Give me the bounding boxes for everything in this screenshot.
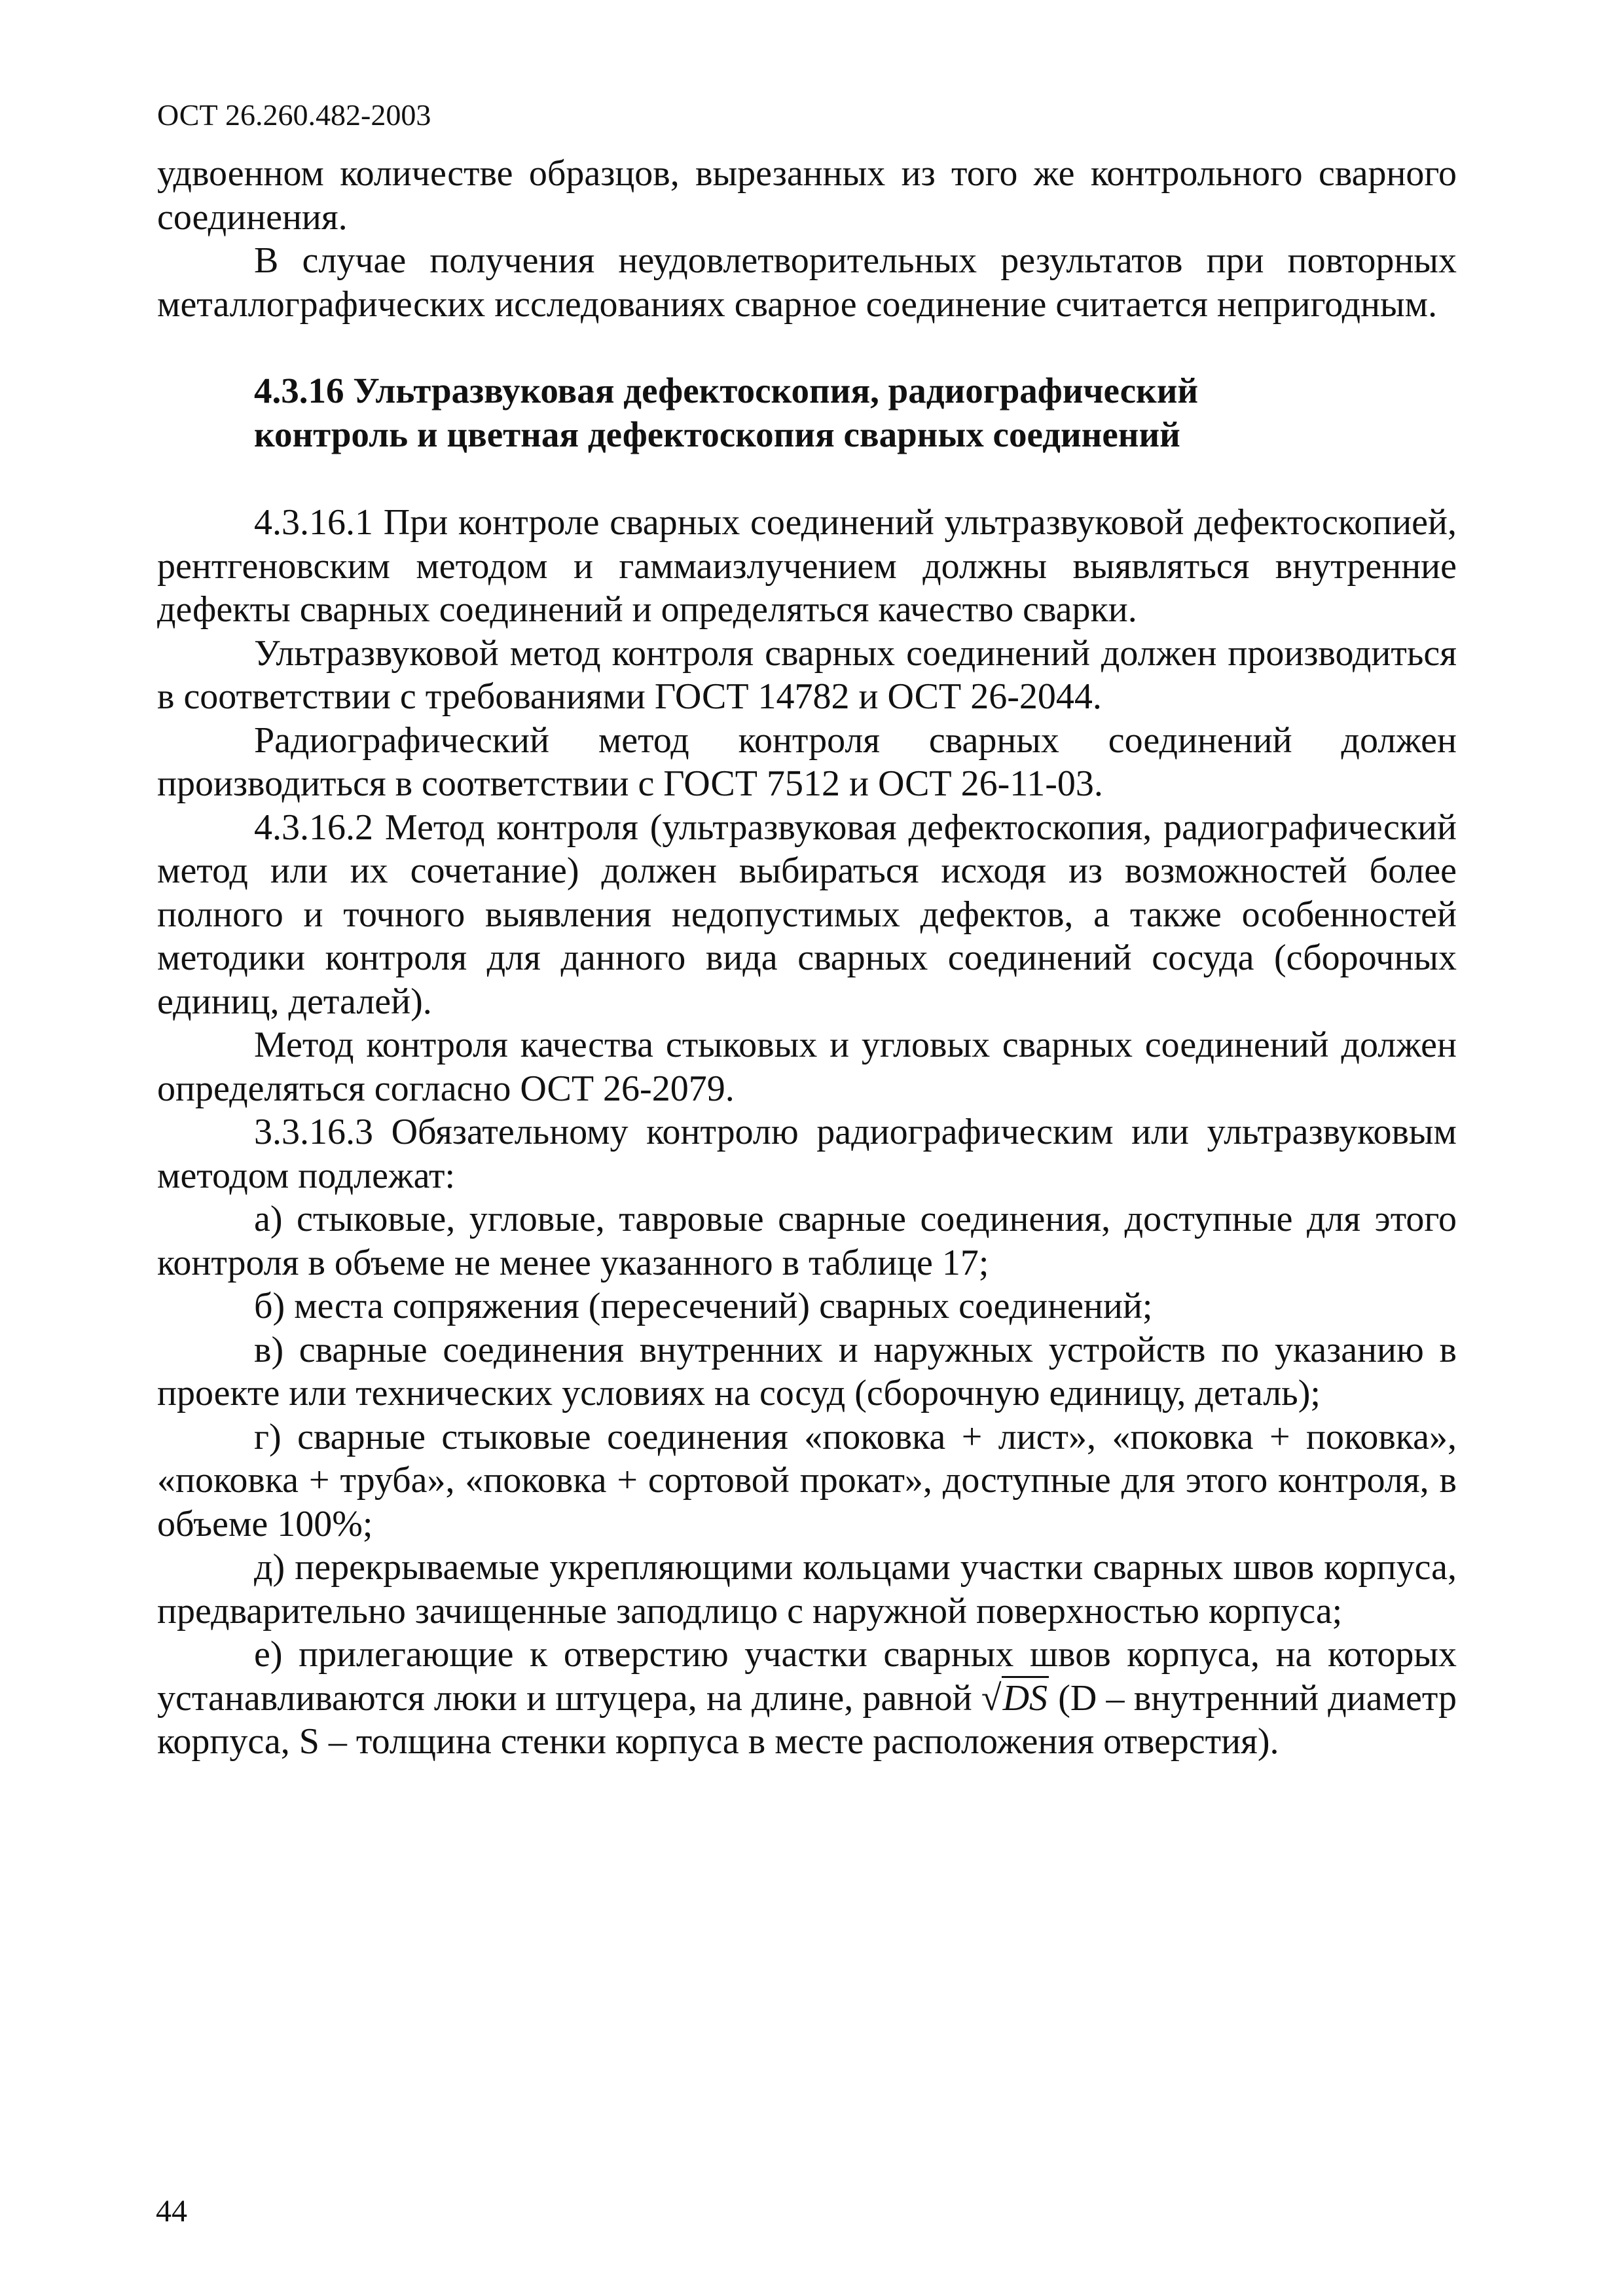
square-root-sign: √ — [981, 1677, 1002, 1719]
list-item-a: а) стыковые, угловые, тавровые сварные соединения, доступные для этого контроля в объеме не менее указанного в таблице 17; — [157, 1199, 1457, 1283]
paragraph-ultrasonic-method: Ультразвуковой метод контроля сварных соединений должен производиться в соответствии с требованиями ГОСТ 14782 и ОСТ 26-2044. — [157, 632, 1457, 717]
list-item-e-text-before: е) прилегающие к отверстию участки сварных швов корпуса, на которых устанавливаются люки и штуцера, на длине, равной — [157, 1634, 1457, 1719]
list-item-v: в) сварные соединения внутренних и наружных устройств по указанию в проекте или технических условиях на сосуд (сборочную единицу, деталь); — [157, 1329, 1457, 1413]
list-item-e-text-after: (D – внутренний диаметр корпуса, S – толщина стенки корпуса в месте расположения отверстия). — [157, 1677, 1457, 1762]
paragraph-3-3-16-3: 3.3.16.3 Обязательному контролю радиографическим или ультразвуковым методом подлежат: — [157, 1112, 1457, 1196]
paragraph-4-3-16-1: 4.3.16.1 При контроле сварных соединений ультразвуковой дефектоскопией, рентгеновским методом и гаммаизлучением должны выявляться внутренние дефекты сварных соединений и определяться качество сварки. — [157, 502, 1457, 630]
document-body — [157, 152, 1457, 1764]
list-item-d: д) перекрываемые укрепляющими кольцами участки сварных швов корпуса, предварительно зачищенные заподлицо с наружной поверхностью корпуса; — [157, 1547, 1457, 1631]
spacer — [157, 456, 1457, 501]
paragraph-radiographic-method: Радиографический метод контроля сварных соединений должен производиться в соответствии с ГОСТ 7512 и ОСТ 26-11-03. — [157, 720, 1457, 804]
section-heading-line-1: 4.3.16 Ультразвуковая дефектоскопия, радиографический — [254, 371, 1199, 410]
square-root-argument: DS — [1002, 1676, 1049, 1719]
list-item-e — [157, 1633, 1457, 1764]
square-root-formula — [981, 1676, 1049, 1719]
list-item-g: г) сварные стыковые соединения «поковка + лист», «поковка + поковка», «поковка + труба», «поковка + сортовой прокат», доступные для этого контроля, в объеме 100%; — [157, 1416, 1457, 1544]
list-item-b: б) места сопряжения (пересечений) сварных соединений; — [254, 1286, 1153, 1326]
paragraph-failure-result: В случае получения неудовлетворительных результатов при повторных металлографических исследованиях сварное соединение считается непригодным. — [157, 240, 1457, 325]
paragraph-continuation: удвоенном количестве образцов, вырезанных из того же контрольного сварного соединения. — [157, 153, 1457, 238]
section-heading-line-2: контроль и цветная дефектоскопия сварных соединений — [254, 414, 1180, 454]
page-number: 44 — [156, 2194, 187, 2229]
document-code: ОСТ 26.260.482-2003 — [157, 98, 431, 132]
spacer — [157, 326, 1457, 369]
paragraph-4-3-16-2: 4.3.16.2 Метод контроля (ультразвуковая дефектоскопия, радиографический метод или их сочетание) должен выбираться исходя из возможностей более полного и точного выявления недопустимых дефектов, а также особенностей методики контроля для данного вида сварных соединений сосуда (сборочных единиц, деталей). — [157, 807, 1457, 1022]
paragraph-control-method-quality: Метод контроля качества стыковых и угловых сварных соединений должен определяться согласно ОСТ 26-2079. — [157, 1025, 1457, 1109]
